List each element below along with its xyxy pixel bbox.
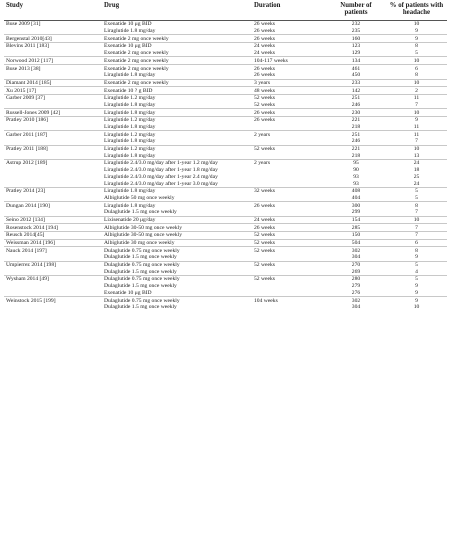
cell-drug: Liraglutide 1.2 mg/day: [102, 131, 252, 138]
cell-percent-headache: 2: [386, 87, 447, 95]
table-header: [4, 2, 447, 21]
table-row: [4, 131, 447, 138]
cell-duration: [252, 167, 326, 174]
cell-number-of-patients: 300: [326, 202, 386, 209]
cell-drug: Liraglutide 1.8 mg/day: [104, 72, 156, 79]
cell-study: Norwood 2012 [117]: [4, 57, 102, 65]
cell-number-of-patients: 276: [351, 289, 361, 296]
cell-study: [4, 167, 102, 174]
cell-number-of-patients: 408: [326, 187, 386, 194]
table-row: [4, 50, 447, 57]
cell-drug: Liraglutide 1.8 mg/day: [104, 124, 156, 131]
table-row: [4, 304, 447, 311]
cell-drug: Liraglutide 1.8 mg/day: [104, 152, 156, 159]
cell-drug: Albiglutide 30 mg once weekly: [102, 239, 252, 247]
table-row: [4, 283, 447, 290]
cell-drug: Exenatide 10 ? g BID: [102, 87, 252, 95]
cell-number-of-patients: 246: [351, 101, 361, 108]
cell-study: [4, 124, 102, 131]
cell-study: [4, 209, 102, 216]
cell-drug: Exenatide 10 μg BID: [104, 21, 152, 28]
cell-percent-headache: 25: [413, 173, 420, 180]
cell-percent-headache: 5: [415, 50, 418, 57]
cell-number-of-patients: 461: [326, 65, 386, 72]
cell-drug: Dulaglutide 0.75 mg once weekly: [102, 276, 252, 283]
table-row: [4, 145, 447, 152]
cell-duration: 104 weeks: [252, 297, 326, 304]
cell-drug: Liraglutide 1.2 mg/day: [102, 116, 252, 123]
cell-percent-headache: 5: [415, 194, 418, 201]
cell-percent-headache: 10: [386, 79, 447, 87]
cell-percent-headache: 9: [415, 289, 418, 296]
table-row: [4, 247, 447, 254]
cell-percent-headache: 18: [413, 167, 420, 174]
cell-number-of-patients: 142: [326, 87, 386, 95]
table-row: [4, 79, 447, 87]
cell-study: Weissman 2014 [196]: [4, 239, 102, 247]
cell-study: Bergenstal 2010[43]: [4, 35, 102, 43]
cell-number-of-patients: 404: [351, 194, 361, 201]
table-row: [4, 116, 447, 123]
cell-study: Wysham 2014 [49]: [4, 276, 102, 283]
table-row: [4, 276, 447, 283]
cell-duration: 3 years: [252, 79, 326, 87]
cell-study: Seino 2012 [134]: [4, 216, 102, 224]
cell-number-of-patients: 302: [326, 297, 386, 304]
cell-percent-headache: 5: [386, 187, 447, 194]
cell-percent-headache: 7: [415, 209, 418, 216]
cell-drug: Dulaglutide 1.5 mg once weekly: [104, 254, 177, 261]
cell-percent-headache: 9: [415, 254, 418, 261]
table-row: [4, 138, 447, 145]
table-row: [4, 65, 447, 72]
cell-study: [4, 180, 102, 187]
cell-duration: [252, 180, 326, 187]
cell-duration: 2 years: [252, 131, 326, 138]
cell-study: Pratley 2011 [188]: [4, 145, 102, 152]
cell-number-of-patients: 95: [326, 160, 386, 167]
cell-number-of-patients: 270: [326, 261, 386, 268]
cell-duration: 48 weeks: [252, 87, 326, 95]
cell-study: Weinstock 2015 [199]: [4, 297, 102, 304]
cell-number-of-patients: 123: [326, 43, 386, 50]
cell-duration: 26 weeks: [252, 116, 326, 123]
cell-number-of-patients: 235: [351, 28, 361, 35]
cell-number-of-patients: 269: [351, 268, 361, 275]
cell-drug: Liraglutide 2.4/3.0 mg/day after 1-year 2.4 mg/day: [104, 173, 218, 180]
cell-percent-headache: 7: [415, 138, 418, 145]
cell-percent-headache: 9: [415, 283, 418, 290]
cell-duration: 26 weeks: [252, 65, 326, 72]
cell-drug: Liraglutide 1.8 mg/day: [104, 138, 156, 145]
cell-percent-headache: 7: [386, 231, 447, 239]
table-row: [4, 94, 447, 101]
table-row: [4, 268, 447, 275]
cell-duration: [252, 173, 326, 180]
header-study: Study: [4, 2, 102, 21]
cell-number-of-patients: 150: [326, 231, 386, 239]
cell-percent-headache: 5: [386, 261, 447, 268]
cell-duration: 52 weeks: [252, 247, 326, 254]
cell-duration: [252, 254, 326, 261]
cell-number-of-patients: 221: [326, 116, 386, 123]
cell-study: [4, 102, 102, 109]
table-row: [4, 43, 447, 50]
cell-study: [4, 289, 102, 296]
cell-study: [4, 50, 102, 57]
cell-percent-headache: 10: [386, 145, 447, 152]
cell-study: Nauck 2014 [197]: [4, 247, 102, 254]
cell-study: Russell-Jones 2009 [42]: [4, 109, 102, 117]
cell-duration: 2 years: [252, 160, 326, 167]
cell-study: Astrup 2012 [189]: [4, 160, 102, 167]
cell-drug: Albiglutide 30-50 mg once weekly: [102, 231, 252, 239]
cell-number-of-patients: 232: [351, 21, 361, 28]
cell-percent-headache: 8: [415, 72, 418, 79]
header-duration: Duration: [252, 2, 326, 21]
cell-study: [4, 173, 102, 180]
table-row: [4, 109, 447, 117]
table-row: [4, 202, 447, 209]
cell-number-of-patients: 280: [326, 276, 386, 283]
cell-drug: Exenatide 2 mg once weekly: [104, 50, 169, 57]
table-row: [4, 224, 447, 232]
cell-drug: Exenatide 2 mg once weekly: [102, 57, 252, 65]
cell-duration: [252, 195, 326, 202]
cell-drug: Exenatide 10 μg BID: [102, 43, 252, 50]
cell-duration: [252, 138, 326, 145]
cell-percent-headache: 13: [413, 152, 420, 159]
cell-number-of-patients: 90: [353, 167, 359, 174]
table-row: [4, 216, 447, 224]
table-row: [4, 35, 447, 43]
cell-duration: [252, 152, 326, 159]
cell-number-of-patients: 251: [326, 94, 386, 101]
table-row: [4, 195, 447, 202]
cell-study: Blevins 2011 [183]: [4, 43, 102, 50]
cell-study: Rosenstock 2014 [194]: [4, 224, 102, 232]
headache-incidence-table: [4, 2, 447, 311]
cell-drug: Liraglutide 1.8 mg/day: [102, 202, 252, 209]
cell-drug: Exenatide 10 μg BID: [104, 289, 152, 296]
cell-duration: 26 weeks: [252, 35, 326, 43]
cell-duration: 52 weeks: [252, 94, 326, 101]
table-row: [4, 72, 447, 79]
cell-number-of-patients: 304: [351, 254, 361, 261]
cell-study: Buse 2009 [31]: [6, 21, 41, 28]
cell-drug: Liraglutide 1.8 mg/day: [104, 28, 156, 35]
cell-number-of-patients: 251: [326, 131, 386, 138]
table-row: [4, 209, 447, 216]
cell-duration: 26 weeks: [252, 109, 326, 117]
cell-percent-headache: 8: [386, 247, 447, 254]
cell-duration: 52 weeks: [252, 231, 326, 239]
table-body: [4, 21, 447, 311]
cell-percent-headache: 8: [386, 202, 447, 209]
cell-duration: 26 weeks: [252, 224, 326, 232]
cell-number-of-patients: 218: [351, 124, 361, 131]
cell-number-of-patients: 299: [351, 209, 361, 216]
cell-percent-headache: 7: [386, 224, 447, 232]
cell-drug: Liraglutide 2.4/3.0 mg/day after 1-year 1.8 mg/day: [104, 167, 218, 174]
cell-drug: Exenatide 2 mg once weekly: [102, 35, 252, 43]
cell-percent-headache: 11: [386, 131, 447, 138]
table-row: [4, 289, 447, 296]
cell-duration: [252, 289, 326, 296]
cell-duration: 26 weeks: [252, 202, 326, 209]
table-row: [4, 28, 447, 35]
cell-duration: 52 weeks: [252, 145, 326, 152]
table-row: [4, 160, 447, 167]
table-row: [4, 187, 447, 194]
cell-drug: Albiglutide 30-50 mg once weekly: [102, 224, 252, 232]
cell-drug: Liraglutide 1.2 mg/day: [102, 94, 252, 101]
cell-drug: Exenatide 2 mg once weekly: [102, 65, 252, 72]
cell-percent-headache: 6: [386, 239, 447, 247]
table-row: [4, 87, 447, 95]
header-number-of-patients: Number of patients: [326, 2, 386, 21]
cell-drug: Dulaglutide 1.5 mg once weekly: [104, 209, 177, 216]
table-row: [4, 124, 447, 131]
cell-duration: 52 weeks: [254, 101, 275, 108]
cell-study: [4, 195, 102, 202]
cell-drug: Liraglutide 1.8 mg/day: [102, 109, 252, 117]
table-row: [4, 167, 447, 174]
cell-duration: 26 weeks: [254, 72, 275, 79]
cell-percent-headache: 10: [386, 109, 447, 117]
cell-number-of-patients: 450: [351, 72, 361, 79]
cell-drug: Dulaglutide 1.5 mg once weekly: [104, 304, 177, 311]
cell-study: [4, 254, 102, 261]
cell-percent-headache: 7: [415, 101, 418, 108]
cell-drug: Liraglutide 1.8 mg/day: [104, 101, 156, 108]
cell-study: Diamant 2014 [185]: [4, 79, 102, 87]
cell-percent-headache: 10: [386, 57, 447, 65]
cell-percent-headache: 9: [415, 28, 418, 35]
cell-duration: [252, 283, 326, 290]
cell-duration: 24 weeks: [252, 216, 326, 224]
cell-percent-headache: 24: [413, 180, 420, 187]
cell-number-of-patients: 221: [326, 145, 386, 152]
cell-duration: 52 weeks: [252, 261, 326, 268]
cell-drug: Liraglutide 1.8 mg/day: [102, 187, 252, 194]
cell-number-of-patients: 93: [353, 180, 359, 187]
cell-study: [4, 304, 102, 311]
cell-duration: [252, 124, 326, 131]
cell-percent-headache: 5: [386, 276, 447, 283]
cell-number-of-patients: 129: [351, 50, 361, 57]
cell-percent-headache: 9: [386, 297, 447, 304]
cell-duration: 52 weeks: [252, 239, 326, 247]
header-drug: Drug: [102, 2, 252, 21]
table-row: [4, 180, 447, 187]
cell-number-of-patients: 304: [351, 304, 361, 311]
cell-percent-headache: 9: [386, 116, 447, 123]
cell-drug: Dulaglutide 0.75 mg once weekly: [102, 297, 252, 304]
table-row: [4, 173, 447, 180]
table-row: [4, 261, 447, 268]
table-row: [4, 239, 447, 247]
cell-number-of-patients: 93: [353, 173, 359, 180]
cell-drug: Dulaglutide 0.75 mg once weekly: [102, 261, 252, 268]
cell-study: [4, 283, 102, 290]
table-row: [4, 231, 447, 239]
table-row: [4, 297, 447, 304]
cell-percent-headache: 24: [386, 160, 447, 167]
cell-number-of-patients: 230: [326, 109, 386, 117]
cell-percent-headache: 10: [413, 21, 420, 28]
cell-number-of-patients: 246: [351, 138, 361, 145]
table-row: [4, 102, 447, 109]
cell-number-of-patients: 504: [326, 239, 386, 247]
header-row: [4, 2, 447, 21]
cell-duration: 24 weeks: [252, 43, 326, 50]
cell-study: Reusch 2014[45]: [4, 231, 102, 239]
cell-duration: 26 weeks: [254, 21, 275, 28]
cell-study: Buse 2013 [38]: [4, 65, 102, 72]
cell-percent-headache: 6: [386, 65, 447, 72]
cell-number-of-patients: 160: [326, 35, 386, 43]
cell-drug: Dulaglutide 0.75 mg once weekly: [102, 247, 252, 254]
cell-number-of-patients: 134: [326, 57, 386, 65]
cell-study: Dungan 2014 [190]: [4, 202, 102, 209]
cell-duration: 32 weeks: [252, 187, 326, 194]
cell-drug: Albiglutide 50 mg once weekly: [104, 194, 175, 201]
cell-percent-headache: 10: [413, 304, 420, 311]
cell-drug: Liraglutide 2.4/3.0 mg/day after 1-year 3.0 mg/day: [104, 180, 218, 187]
cell-study: Garber 2009 [37]: [4, 94, 102, 101]
cell-study: Umpierrez 2014 [198]: [4, 261, 102, 268]
cell-duration: [252, 304, 326, 311]
cell-number-of-patients: 154: [326, 216, 386, 224]
cell-percent-headache: 8: [386, 43, 447, 50]
cell-study: [4, 28, 102, 35]
cell-study: [4, 72, 102, 79]
cell-study: Pratley 2010 [186]: [4, 116, 102, 123]
cell-number-of-patients: 279: [351, 283, 361, 290]
table-row: [4, 21, 447, 28]
cell-percent-headache: 9: [386, 35, 447, 43]
cell-percent-headache: 11: [413, 124, 420, 131]
cell-study: [4, 268, 102, 275]
cell-study: [4, 152, 102, 159]
cell-duration: [252, 209, 326, 216]
cell-number-of-patients: 285: [326, 224, 386, 232]
cell-number-of-patients: 218: [351, 152, 361, 159]
cell-duration: [252, 268, 326, 275]
cell-number-of-patients: 302: [326, 247, 386, 254]
cell-duration: 24 weeks: [254, 50, 275, 57]
table-row: [4, 152, 447, 159]
cell-drug: Dulaglutide 1.5 mg once weekly: [104, 283, 177, 290]
cell-duration: 26 weeks: [254, 28, 275, 35]
cell-percent-headache: 10: [386, 216, 447, 224]
cell-duration: 52 weeks: [252, 276, 326, 283]
cell-percent-headache: 11: [386, 94, 447, 101]
header-percent-headache: % of patients with headache: [386, 2, 447, 21]
table-row: [4, 57, 447, 65]
cell-number-of-patients: 233: [326, 79, 386, 87]
cell-study: [4, 138, 102, 145]
cell-drug: Lixisenatide 20 μg/day: [102, 216, 252, 224]
cell-study: Pratley 2014 [23]: [4, 187, 102, 194]
cell-study: Xu 2015 [17]: [4, 87, 102, 95]
cell-duration: 104-117 weeks: [252, 57, 326, 65]
cell-drug: Liraglutide 2.4/3.0 mg/day after 1-year 1.2 mg/day: [102, 160, 252, 167]
cell-study: Garber 2011 [187]: [4, 131, 102, 138]
cell-drug: Liraglutide 1.2 mg/day: [102, 145, 252, 152]
table-row: [4, 254, 447, 261]
cell-drug: Exenatide 2 mg once weekly: [102, 79, 252, 87]
cell-percent-headache: 4: [415, 268, 418, 275]
cell-drug: Dulaglutide 1.5 mg once weekly: [104, 268, 177, 275]
